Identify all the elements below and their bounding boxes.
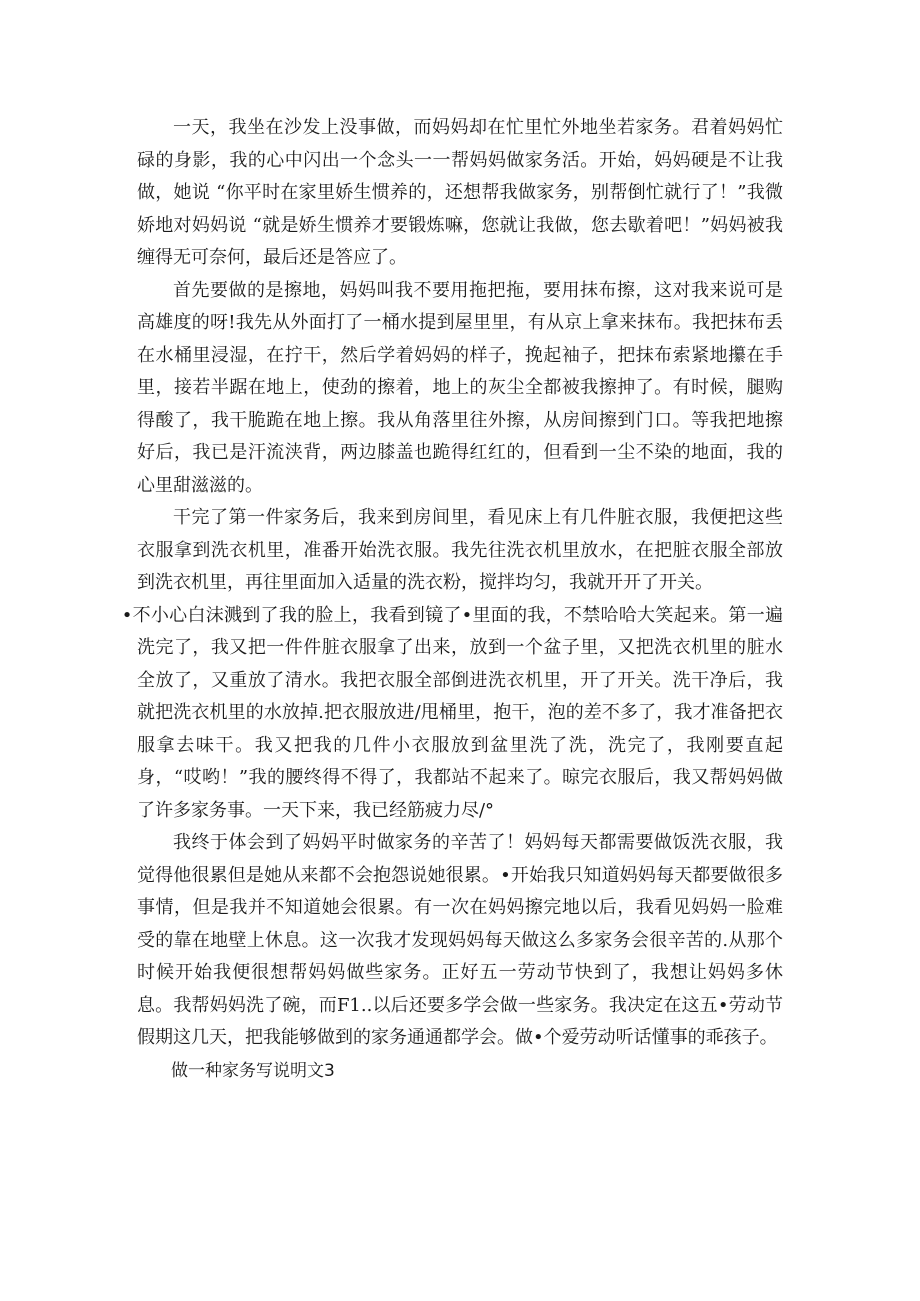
paragraph-2: 首先要做的是擦地，妈妈叫我不要用拖把拖，要用抹布擦，这对我来说可是高雄度的呀!我先从外面打了一桶水提到屋里里，有从京上拿来抹布。我把抹布丢在水桶里浸湿，在拧干，然后学着妈妈的样子，挽起袖子，把抹布索紧地攥在手里，接若半踞在地上，使劲的擦着，地上的灰尘全都被我擦抻了。有时候，腿购得酸了，我干脆跪在地上擦。我从角落里往外擦，从房间擦到门口。等我把地擦好后，我已是汗流浃背，两边膝盖也跪得红红的，但看到一尘不染的地面，我的心里甜滋滋的。 <box>137 279 783 496</box>
document-body <box>121 112 783 1087</box>
paragraph-3: 干完了第一件家务后，我来到房间里，看见床上有几件脏衣服，我便把这些衣服拿到洗衣机里，准番开始洗衣服。我先往洗衣机里放水，在把脏衣服全部放到洗衣机里，再往里面加入适量的洗衣粉，搅拌均匀，我就开开了开关。 <box>137 507 783 593</box>
paragraph-4: •不小心白沫溅到了我的脸上，我看到镜了•里面的我，不禁哈哈大笑起来。第一遍洗完了，我又把一件件脏衣服拿了出来，放到一个盆子里，又把洗衣机里的脏水全放了，又重放了清水。我把衣服全部倒进洗衣机里，开了开关。洗干净后，我就把洗衣机里的水放掉.把衣服放进/甩桶里，抱干，泡的差不多了，我才准备把衣服拿去味干。我又把我的几件小衣服放到盆里洗了洗，洗完了，我刚要直起身，“哎哟！”我的腰终得不得了，我都站不起来了。晾完衣服后，我又帮妈妈做了许多家务事。一天下来，我已经筋疲力尽/° <box>121 604 783 821</box>
paragraph-1: 一天，我坐在沙发上没事做，而妈妈却在忙里忙外地坐若家务。君着妈妈忙碌的身影，我的心中闪出一个念头一一帮妈妈做家务活。开始，妈妈硬是不让我做，她说 “你平时在家里娇生惯养的，还想帮我做家务，别帮倒忙就行了！”我微娇地对妈妈说 “就是娇生惯养才要锻炼嘛，您就让我做，您去歇着吧！”妈妈被我缠得无可奈何，最后还是答应了。 <box>137 117 783 268</box>
section-heading: 做一种家务写说明文3 <box>171 1060 335 1081</box>
paragraph-5: 我终于体会到了妈妈平时做家务的辛苦了！妈妈每天都需要做饭洗衣服，我觉得他很累但是她从来都不会抱怨说她很累。•开始我只知道妈妈每天都要做很多事情，但是我并不知道她会很累。有一次在妈妈擦完地以后，我看见妈妈一脸难受的靠在地壁上休息。这一次我才发现妈妈每天做这么多家务会很辛苦的.从那个时候开始我便很想帮妈妈做些家务。正好五一劳动节快到了，我想让妈妈多休息。我帮妈妈洗了碗，而F1..以后还要多学会做一些家务。我决定在这五•劳动节假期这几天，把我能够做到的家务通通都学会。做•个爱劳动听话懂事的乖孩子。 <box>137 832 783 1048</box>
